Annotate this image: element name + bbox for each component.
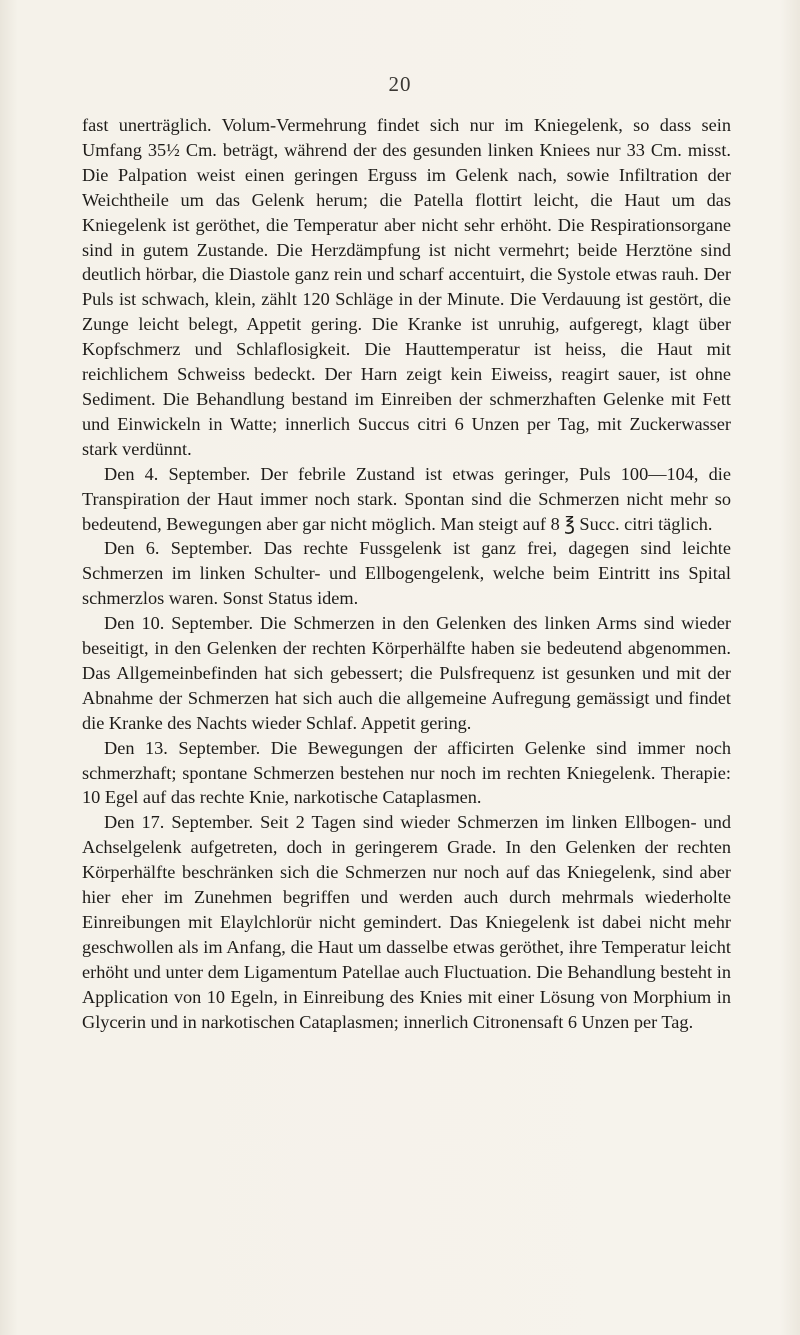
paragraph-sept-4: Den 4. September. Der febrile Zustand ist etwas geringer, Puls 100—104, die Transpiration der Haut immer noch stark. Spontan sind die Schmerzen nicht mehr so bedeutend, Bewegungen aber gar nicht möglich. Man steigt auf 8 ℥ Succ. citri täglich. xyxy=(82,463,731,534)
paragraph-sept-10: Den 10. September. Die Schmerzen in den Gelenken des linken Arms sind wieder beseitigt, in den Gelenken der rechten Körperhälfte haben sie bedeutend abgenommen. Das Allgemeinbefinden hat sich gebessert; die Pulsfrequenz ist gesunken und mit der Abnahme der Schmerzen hat sich auch die allgemeine Aufregung gemässigt und findet die Kranke des Nachts wieder Schlaf. Appetit gering. xyxy=(82,613,731,733)
paragraph-continuation: fast unerträglich. Volum-Vermehrung findet sich nur im Kniegelenk, so dass sein Umfang 35½ Cm. beträgt, während der des gesunden linken Kniees nur 33 Cm. misst. Die Palpation weist einen geringen Erguss im Gelenk nach, sowie Infiltration der Weichtheile um das Gelenk herum; die Patella flottirt leicht, die Haut um das Kniegelenk ist geröthet, die Temperatur aber nicht sehr erhöht. Die Respirationsorgane sind in gutem Zustande. Die Herzdämpfung ist nicht vermehrt; beide Herztöne sind deutlich hörbar, die Diastole ganz rein und scharf accentuirt, die Systole etwas rauh. Der Puls ist schwach, klein, zählt 120 Schläge in der Minute. Die Verdauung ist gestört, die Zunge leicht belegt, Appetit gering. Die Kranke ist unruhig, aufgeregt, klagt über Kopfschmerz und Schlaflosigkeit. Die Hauttemperatur ist heiss, die Haut mit reichlichem Schweiss bedeckt. Der Harn zeigt kein Eiweiss, reagirt sauer, ist ohne Sediment. Die Behandlung bestand im Einreiben der schmerzhaften Gelenke mit Fett und Einwickeln in Watte; innerlich Succus citri 6 Unzen per Tag, mit Zuckerwasser stark verdünnt. xyxy=(82,115,731,459)
page-number: 20 xyxy=(388,72,412,96)
body-text xyxy=(82,113,731,1035)
paragraph-sept-17: Den 17. September. Seit 2 Tagen sind wieder Schmerzen im linken Ellbogen- und Achselgelenk aufgetreten, doch in geringerem Grade. In den Gelenken der rechten Körperhälfte beschränken sich die Schmerzen nur noch auf das Kniegelenk, sind aber hier eher im Zunehmen begriffen und werden auch durch mehrmals wiederholte Einreibungen mit Elaylchlorür nicht gemindert. Das Kniegelenk ist dabei nicht mehr geschwollen als im Anfang, die Haut um dasselbe etwas geröthet, ihre Temperatur leicht erhöht und unter dem Ligamentum Patellae auch Fluctuation. Die Behandlung besteht in Application von 10 Egeln, in Einreibung des Knies mit einer Lösung von Morphium in Glycerin und in narkotischen Cataplasmen; innerlich Citronensaft 6 Unzen per Tag. xyxy=(82,812,731,1032)
paragraph-sept-13: Den 13. September. Die Bewegungen der afficirten Gelenke sind immer noch schmerzhaft; spontane Schmerzen bestehen nur noch im rechten Kniegelenk. Therapie: 10 Egel auf das rechte Knie, narkotische Cataplasmen. xyxy=(82,737,731,808)
paragraph-sept-6: Den 6. September. Das rechte Fussgelenk ist ganz frei, dagegen sind leichte Schmerzen im linken Schulter- und Ellbogengelenk, welche beim Eintritt ins Spital schmerzlos waren. Sonst Status idem. xyxy=(82,538,731,609)
